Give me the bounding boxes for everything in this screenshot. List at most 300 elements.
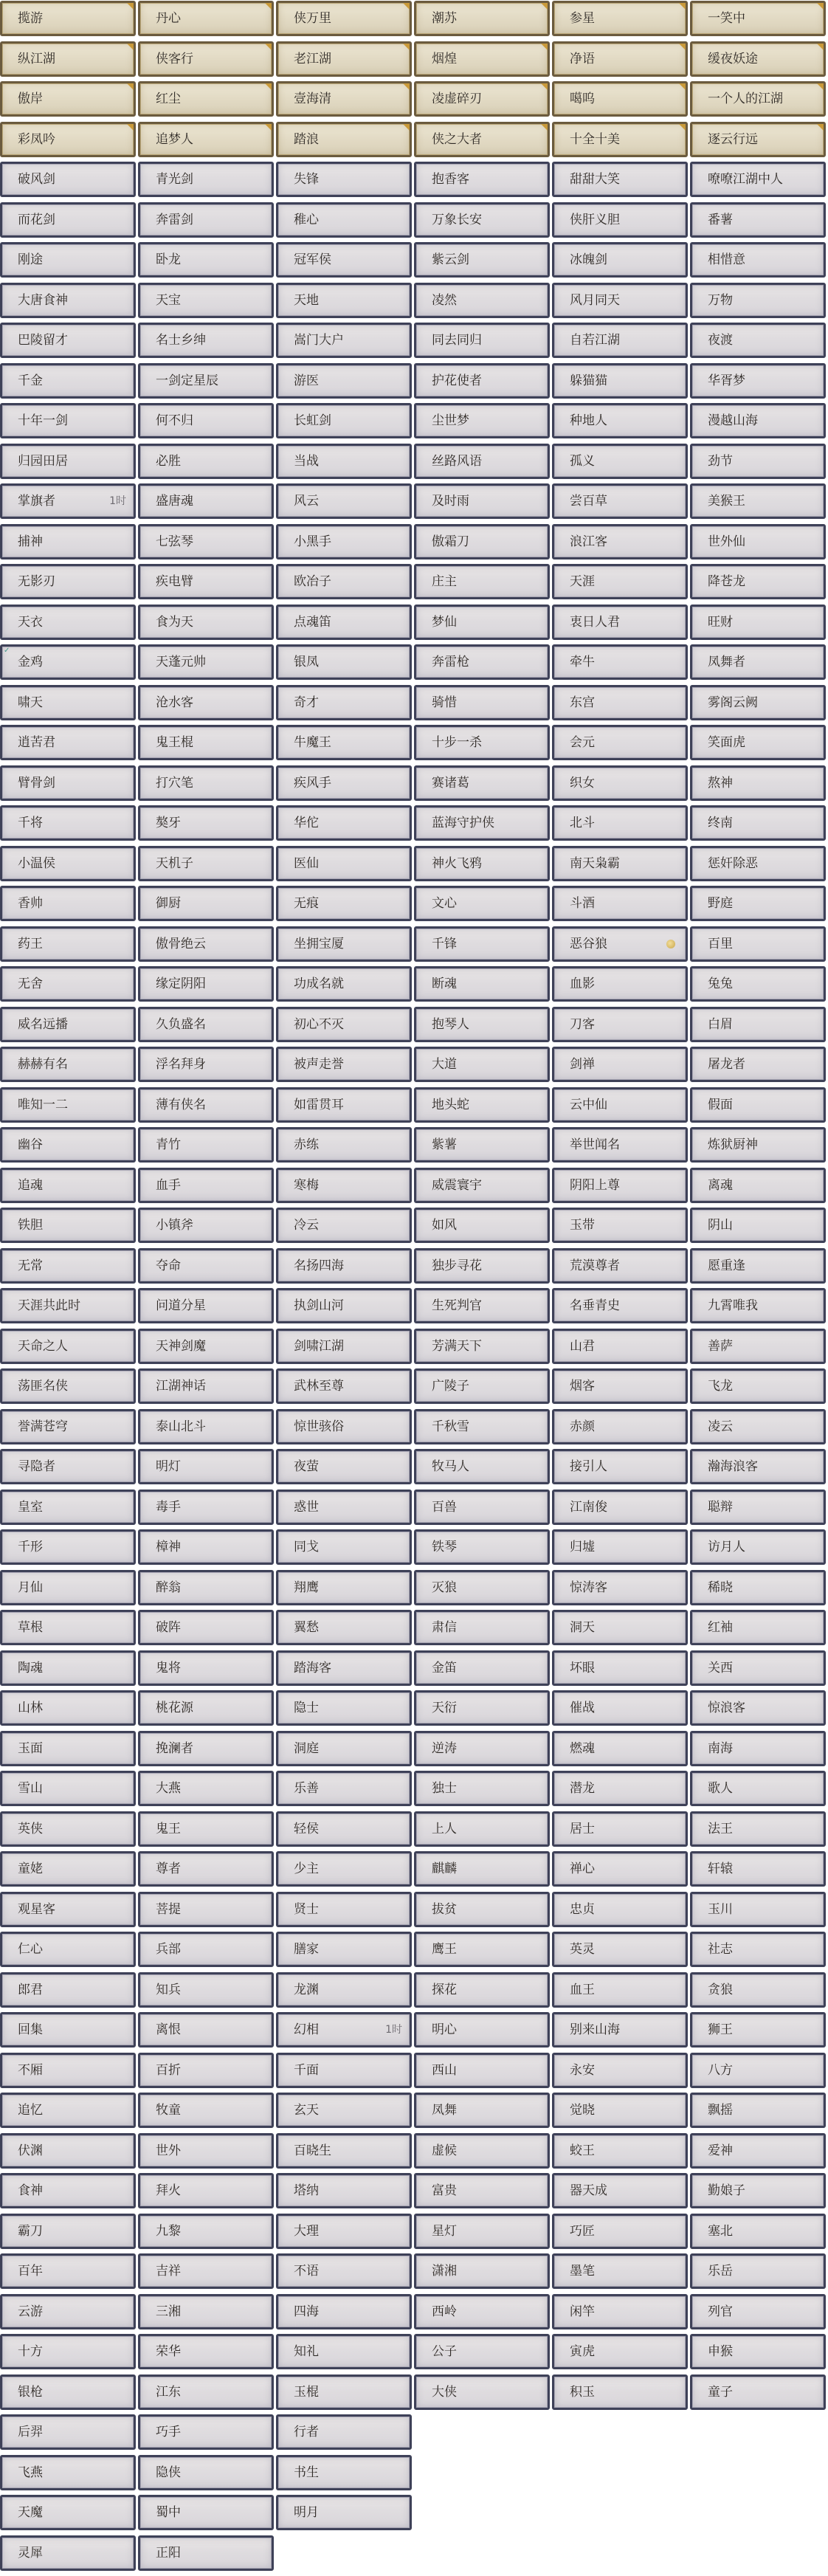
title-cell[interactable]: [690, 242, 826, 278]
title-cell[interactable]: [0, 444, 136, 479]
title-cell[interactable]: [414, 403, 550, 438]
title-cell[interactable]: [690, 886, 826, 921]
title-cell[interactable]: [690, 1490, 826, 1525]
title-cell[interactable]: [138, 1972, 274, 2008]
title-cell[interactable]: [552, 1690, 688, 1726]
title-cell[interactable]: [552, 966, 688, 1002]
title-cell[interactable]: [276, 1127, 412, 1163]
title-cell[interactable]: [276, 1610, 412, 1645]
title-cell[interactable]: [414, 1168, 550, 1203]
title-cell[interactable]: [552, 1529, 688, 1565]
title-cell[interactable]: [138, 1529, 274, 1565]
title-cell[interactable]: [0, 81, 136, 117]
title-cell[interactable]: [414, 162, 550, 197]
title-cell[interactable]: [552, 2012, 688, 2048]
title-cell[interactable]: [690, 2053, 826, 2088]
title-cell[interactable]: [276, 605, 412, 640]
title-cell[interactable]: [552, 765, 688, 801]
title-cell[interactable]: [138, 2012, 274, 2048]
title-cell[interactable]: [552, 162, 688, 197]
title-cell[interactable]: [414, 805, 550, 841]
title-cell[interactable]: [138, 1932, 274, 1967]
title-cell[interactable]: [0, 1449, 136, 1484]
title-cell[interactable]: [0, 2053, 136, 2088]
title-cell[interactable]: [552, 685, 688, 720]
title-cell[interactable]: [276, 765, 412, 801]
title-cell[interactable]: [0, 725, 136, 760]
title-cell[interactable]: [138, 926, 274, 962]
title-cell[interactable]: [552, 926, 688, 962]
title-cell[interactable]: [414, 1570, 550, 1605]
title-cell[interactable]: [276, 1570, 412, 1605]
title-cell[interactable]: [414, 363, 550, 399]
title-cell[interactable]: [414, 2214, 550, 2249]
title-cell[interactable]: [690, 1, 826, 36]
title-cell[interactable]: [276, 1650, 412, 1686]
title-cell[interactable]: [414, 765, 550, 801]
title-cell[interactable]: [414, 524, 550, 559]
title-cell[interactable]: [276, 926, 412, 962]
title-cell[interactable]: [138, 1851, 274, 1887]
title-cell[interactable]: [276, 886, 412, 921]
title-cell[interactable]: [0, 1368, 136, 1404]
title-cell[interactable]: [552, 805, 688, 841]
title-cell[interactable]: [0, 1892, 136, 1927]
title-cell[interactable]: [276, 725, 412, 760]
title-cell[interactable]: [414, 202, 550, 238]
title-cell[interactable]: [0, 2253, 136, 2289]
title-cell[interactable]: [0, 323, 136, 358]
title-cell[interactable]: [552, 81, 688, 117]
title-cell[interactable]: [276, 1208, 412, 1243]
title-cell[interactable]: [690, 1047, 826, 1082]
title-cell[interactable]: [0, 483, 136, 519]
title-cell[interactable]: [690, 1329, 826, 1364]
title-cell[interactable]: [276, 2414, 412, 2450]
title-cell[interactable]: [276, 1409, 412, 1444]
title-cell[interactable]: [276, 283, 412, 318]
title-cell[interactable]: [138, 1490, 274, 1525]
title-cell[interactable]: [690, 685, 826, 720]
title-cell[interactable]: [0, 524, 136, 559]
title-cell[interactable]: [276, 2374, 412, 2410]
title-cell[interactable]: [414, 1449, 550, 1484]
title-cell[interactable]: [138, 886, 274, 921]
title-cell[interactable]: [552, 444, 688, 479]
title-cell[interactable]: [138, 403, 274, 438]
title-cell[interactable]: [276, 444, 412, 479]
title-cell[interactable]: [138, 1248, 274, 1284]
title-cell[interactable]: [414, 605, 550, 640]
title-cell[interactable]: [0, 2455, 136, 2490]
title-cell[interactable]: [690, 1368, 826, 1404]
title-cell[interactable]: [552, 403, 688, 438]
title-cell[interactable]: [276, 162, 412, 197]
title-cell[interactable]: [276, 202, 412, 238]
title-cell[interactable]: [0, 1690, 136, 1726]
title-cell[interactable]: [552, 1368, 688, 1404]
title-cell[interactable]: [690, 2374, 826, 2410]
title-cell[interactable]: [552, 2093, 688, 2128]
title-cell[interactable]: [414, 323, 550, 358]
title-cell[interactable]: [0, 1087, 136, 1123]
title-cell[interactable]: [414, 444, 550, 479]
title-cell[interactable]: [552, 202, 688, 238]
title-cell[interactable]: [138, 1811, 274, 1847]
title-cell[interactable]: [552, 886, 688, 921]
title-cell[interactable]: [276, 403, 412, 438]
title-cell[interactable]: [276, 1731, 412, 1766]
title-cell[interactable]: [414, 2053, 550, 2088]
title-cell[interactable]: [276, 805, 412, 841]
title-cell[interactable]: [690, 564, 826, 599]
title-cell[interactable]: [0, 644, 136, 680]
title-cell[interactable]: [414, 1650, 550, 1686]
title-cell[interactable]: [138, 765, 274, 801]
title-cell[interactable]: [276, 2334, 412, 2369]
title-cell[interactable]: [552, 2173, 688, 2208]
title-cell[interactable]: [552, 283, 688, 318]
title-cell[interactable]: [552, 1, 688, 36]
title-cell[interactable]: [0, 2374, 136, 2410]
title-cell[interactable]: [138, 41, 274, 77]
title-cell[interactable]: [0, 202, 136, 238]
title-cell[interactable]: [276, 81, 412, 117]
title-cell[interactable]: [276, 1529, 412, 1565]
title-cell[interactable]: [138, 1, 274, 36]
title-cell[interactable]: [0, 926, 136, 962]
title-cell[interactable]: [276, 846, 412, 881]
title-cell[interactable]: [0, 1168, 136, 1203]
title-cell[interactable]: [414, 1127, 550, 1163]
title-cell[interactable]: [414, 2294, 550, 2329]
title-cell[interactable]: [414, 886, 550, 921]
title-cell[interactable]: [414, 846, 550, 881]
title-cell[interactable]: [690, 2093, 826, 2128]
title-cell[interactable]: [138, 483, 274, 519]
title-cell[interactable]: [690, 605, 826, 640]
title-cell[interactable]: [0, 1047, 136, 1082]
title-cell[interactable]: [276, 2253, 412, 2289]
title-cell[interactable]: [138, 2495, 274, 2530]
title-cell[interactable]: [276, 524, 412, 559]
title-cell[interactable]: [552, 524, 688, 559]
title-cell[interactable]: [552, 1047, 688, 1082]
title-cell[interactable]: [552, 1490, 688, 1525]
title-cell[interactable]: [414, 1087, 550, 1123]
title-cell[interactable]: [690, 524, 826, 559]
title-cell[interactable]: [138, 1570, 274, 1605]
title-cell[interactable]: [552, 1168, 688, 1203]
title-cell[interactable]: [0, 2133, 136, 2169]
title-cell[interactable]: [414, 283, 550, 318]
title-cell[interactable]: [690, 1731, 826, 1766]
title-cell[interactable]: [138, 242, 274, 278]
title-cell[interactable]: [690, 1650, 826, 1686]
title-cell[interactable]: [690, 2133, 826, 2169]
title-cell[interactable]: [690, 1570, 826, 1605]
title-cell[interactable]: [276, 2495, 412, 2530]
title-cell[interactable]: [276, 1007, 412, 1042]
title-cell[interactable]: [276, 323, 412, 358]
title-cell[interactable]: [690, 1851, 826, 1887]
title-cell[interactable]: [414, 966, 550, 1002]
title-cell[interactable]: [0, 2495, 136, 2530]
title-cell[interactable]: [0, 1288, 136, 1323]
title-cell[interactable]: [552, 483, 688, 519]
title-cell[interactable]: [414, 2334, 550, 2369]
title-cell[interactable]: [138, 1087, 274, 1123]
title-cell[interactable]: [414, 725, 550, 760]
title-cell[interactable]: [138, 524, 274, 559]
title-cell[interactable]: [276, 483, 412, 519]
title-cell[interactable]: [138, 2374, 274, 2410]
title-cell[interactable]: [138, 1368, 274, 1404]
title-cell[interactable]: [690, 81, 826, 117]
title-cell[interactable]: [690, 805, 826, 841]
title-cell[interactable]: [138, 1168, 274, 1203]
title-cell[interactable]: [0, 2414, 136, 2450]
title-cell[interactable]: [414, 1892, 550, 1927]
title-cell[interactable]: [0, 1529, 136, 1565]
title-cell[interactable]: [414, 1972, 550, 2008]
title-cell[interactable]: [138, 363, 274, 399]
title-cell[interactable]: [552, 1811, 688, 1847]
title-cell[interactable]: [414, 1208, 550, 1243]
title-cell[interactable]: [552, 1127, 688, 1163]
title-cell[interactable]: [276, 1087, 412, 1123]
title-cell[interactable]: [0, 605, 136, 640]
title-cell[interactable]: [0, 2012, 136, 2048]
title-cell[interactable]: [414, 1047, 550, 1082]
title-cell[interactable]: [690, 1892, 826, 1927]
title-cell[interactable]: [276, 564, 412, 599]
title-cell[interactable]: [138, 1047, 274, 1082]
title-cell[interactable]: [138, 1288, 274, 1323]
title-cell[interactable]: [276, 363, 412, 399]
title-cell[interactable]: [138, 1892, 274, 1927]
title-cell[interactable]: [690, 1610, 826, 1645]
title-cell[interactable]: [138, 2535, 274, 2571]
title-cell[interactable]: [276, 644, 412, 680]
title-cell[interactable]: [276, 1690, 412, 1726]
title-cell[interactable]: [690, 2334, 826, 2369]
title-cell[interactable]: [276, 2012, 412, 2048]
title-cell[interactable]: [0, 1007, 136, 1042]
title-cell[interactable]: [690, 1208, 826, 1243]
title-cell[interactable]: [0, 564, 136, 599]
title-cell[interactable]: [552, 323, 688, 358]
title-cell[interactable]: [414, 1932, 550, 1967]
title-cell[interactable]: [138, 1690, 274, 1726]
title-cell[interactable]: [414, 1409, 550, 1444]
title-cell[interactable]: [0, 2334, 136, 2369]
title-cell[interactable]: [552, 1329, 688, 1364]
title-cell[interactable]: [138, 644, 274, 680]
title-cell[interactable]: [690, 1168, 826, 1203]
title-cell[interactable]: [552, 1007, 688, 1042]
title-cell[interactable]: [552, 846, 688, 881]
title-cell[interactable]: [690, 2173, 826, 2208]
title-cell[interactable]: [414, 1610, 550, 1645]
title-cell[interactable]: [414, 1248, 550, 1284]
title-cell[interactable]: [138, 1771, 274, 1806]
title-cell[interactable]: [138, 1007, 274, 1042]
title-cell[interactable]: [276, 2133, 412, 2169]
title-cell[interactable]: [138, 725, 274, 760]
title-cell[interactable]: [690, 1932, 826, 1967]
title-cell[interactable]: [690, 403, 826, 438]
title-cell[interactable]: [552, 41, 688, 77]
title-cell[interactable]: [0, 1731, 136, 1766]
title-cell[interactable]: [276, 1811, 412, 1847]
title-cell[interactable]: [138, 202, 274, 238]
title-cell[interactable]: [552, 122, 688, 157]
title-cell[interactable]: [552, 2294, 688, 2329]
title-cell[interactable]: [552, 2133, 688, 2169]
title-cell[interactable]: [0, 966, 136, 1002]
title-cell[interactable]: [552, 1731, 688, 1766]
title-cell[interactable]: [276, 2294, 412, 2329]
title-cell[interactable]: [414, 1490, 550, 1525]
title-cell[interactable]: [552, 1208, 688, 1243]
title-cell[interactable]: [276, 1329, 412, 1364]
title-cell[interactable]: [138, 1650, 274, 1686]
title-cell[interactable]: [690, 1529, 826, 1565]
title-cell[interactable]: [414, 483, 550, 519]
title-cell[interactable]: [138, 2053, 274, 2088]
title-cell[interactable]: [552, 2214, 688, 2249]
title-cell[interactable]: [0, 1248, 136, 1284]
title-cell[interactable]: [552, 2253, 688, 2289]
title-cell[interactable]: [0, 2093, 136, 2128]
title-cell[interactable]: [552, 1248, 688, 1284]
title-cell[interactable]: [0, 41, 136, 77]
title-cell[interactable]: [690, 483, 826, 519]
title-cell[interactable]: [138, 966, 274, 1002]
title-cell[interactable]: [414, 81, 550, 117]
title-cell[interactable]: [138, 1208, 274, 1243]
title-cell[interactable]: [138, 2334, 274, 2369]
title-cell[interactable]: [414, 1, 550, 36]
title-cell[interactable]: [690, 966, 826, 1002]
title-cell[interactable]: [0, 1570, 136, 1605]
title-cell[interactable]: [552, 2374, 688, 2410]
title-cell[interactable]: [276, 2093, 412, 2128]
title-cell[interactable]: [0, 1208, 136, 1243]
title-cell[interactable]: [552, 564, 688, 599]
title-cell[interactable]: [138, 846, 274, 881]
title-cell[interactable]: [0, 283, 136, 318]
title-cell[interactable]: [276, 242, 412, 278]
title-cell[interactable]: [276, 41, 412, 77]
title-cell[interactable]: [414, 1368, 550, 1404]
title-cell[interactable]: [276, 1932, 412, 1967]
title-cell[interactable]: [414, 926, 550, 962]
title-cell[interactable]: [414, 2253, 550, 2289]
title-cell[interactable]: [414, 1007, 550, 1042]
title-cell[interactable]: [552, 1771, 688, 1806]
title-cell[interactable]: [138, 2414, 274, 2450]
title-cell[interactable]: [138, 2253, 274, 2289]
title-cell[interactable]: [552, 2334, 688, 2369]
title-cell[interactable]: [690, 323, 826, 358]
title-cell[interactable]: [552, 1650, 688, 1686]
title-cell[interactable]: [138, 1449, 274, 1484]
title-cell[interactable]: [414, 2093, 550, 2128]
title-cell[interactable]: [690, 444, 826, 479]
title-cell[interactable]: [276, 1248, 412, 1284]
title-cell[interactable]: [414, 242, 550, 278]
title-cell[interactable]: [276, 1, 412, 36]
title-cell[interactable]: [0, 242, 136, 278]
title-cell[interactable]: [276, 122, 412, 157]
title-cell[interactable]: [690, 765, 826, 801]
title-cell[interactable]: [0, 1771, 136, 1806]
title-cell[interactable]: [690, 162, 826, 197]
title-cell[interactable]: [414, 1811, 550, 1847]
title-cell[interactable]: [138, 605, 274, 640]
title-cell[interactable]: [552, 2053, 688, 2088]
title-cell[interactable]: [138, 2455, 274, 2490]
title-cell[interactable]: [690, 1288, 826, 1323]
title-cell[interactable]: [0, 122, 136, 157]
title-cell[interactable]: [138, 1329, 274, 1364]
title-cell[interactable]: [414, 2133, 550, 2169]
title-cell[interactable]: [276, 1047, 412, 1082]
title-cell[interactable]: [0, 1932, 136, 1967]
title-cell[interactable]: [138, 564, 274, 599]
title-cell[interactable]: [414, 644, 550, 680]
title-cell[interactable]: [138, 2173, 274, 2208]
title-cell[interactable]: [0, 2535, 136, 2571]
title-cell[interactable]: [138, 283, 274, 318]
title-cell[interactable]: [414, 1690, 550, 1726]
title-cell[interactable]: [0, 2173, 136, 2208]
title-cell[interactable]: [0, 1811, 136, 1847]
title-cell[interactable]: [690, 2253, 826, 2289]
title-cell[interactable]: [690, 1972, 826, 2008]
title-cell[interactable]: [552, 1851, 688, 1887]
title-cell[interactable]: [276, 1449, 412, 1484]
title-cell[interactable]: [690, 1771, 826, 1806]
title-cell[interactable]: [276, 966, 412, 1002]
title-cell[interactable]: [690, 122, 826, 157]
title-cell[interactable]: [552, 242, 688, 278]
title-cell[interactable]: [690, 644, 826, 680]
title-cell[interactable]: [276, 1892, 412, 1927]
title-cell[interactable]: [690, 1409, 826, 1444]
title-cell[interactable]: [0, 1490, 136, 1525]
title-cell[interactable]: [690, 363, 826, 399]
title-cell[interactable]: [414, 1288, 550, 1323]
title-cell[interactable]: [138, 1610, 274, 1645]
title-cell[interactable]: [552, 1610, 688, 1645]
title-cell[interactable]: [276, 1288, 412, 1323]
title-cell[interactable]: [276, 1368, 412, 1404]
title-cell[interactable]: [0, 403, 136, 438]
title-cell[interactable]: [276, 1972, 412, 2008]
title-cell[interactable]: [552, 1892, 688, 1927]
title-cell[interactable]: [690, 1811, 826, 1847]
title-cell[interactable]: [138, 2133, 274, 2169]
title-cell[interactable]: [138, 81, 274, 117]
title-cell[interactable]: [414, 41, 550, 77]
title-cell[interactable]: [414, 1851, 550, 1887]
title-cell[interactable]: [0, 2214, 136, 2249]
title-cell[interactable]: [138, 162, 274, 197]
title-cell[interactable]: [552, 1570, 688, 1605]
